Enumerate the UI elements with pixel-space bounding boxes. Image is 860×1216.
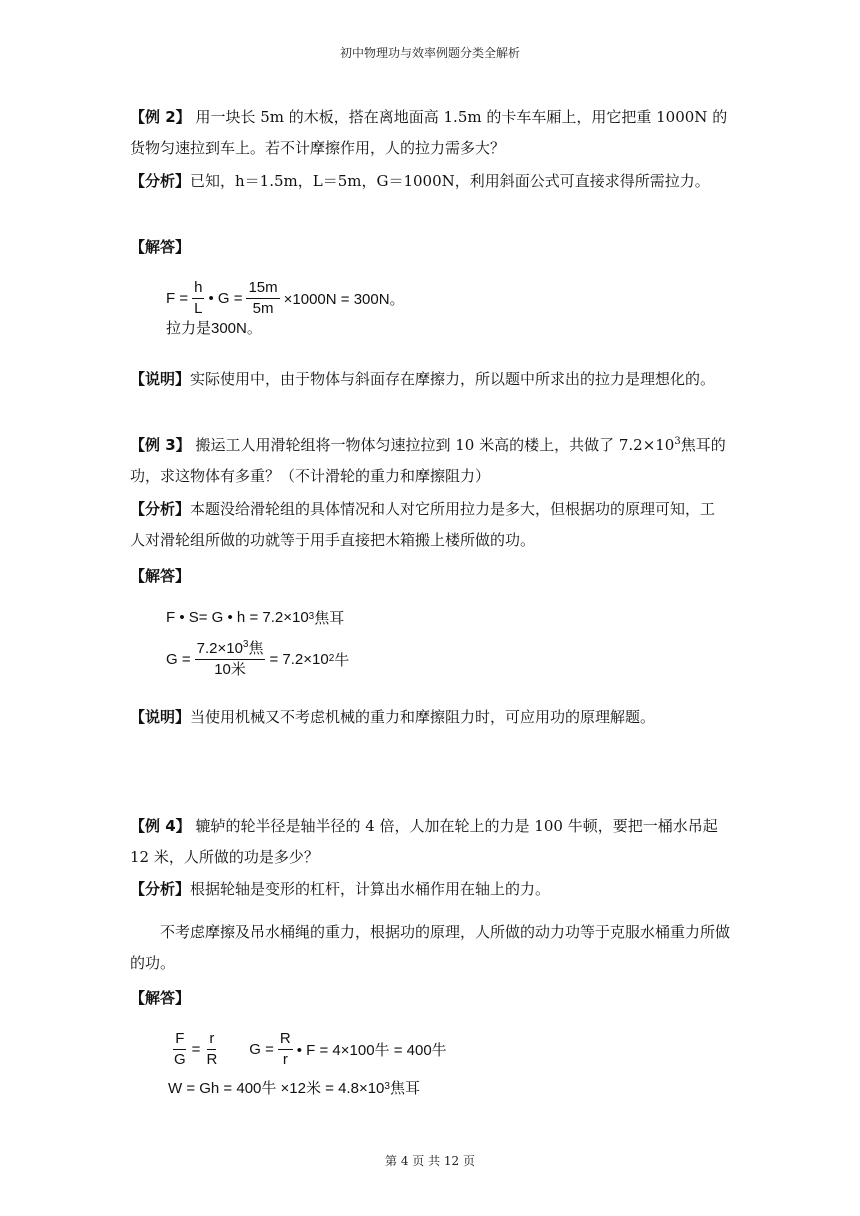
example-2-analysis [130, 166, 730, 197]
note-tag: 【说明】 [130, 370, 191, 388]
example-2-text: 用一块长 5m 的木板，搭在离地面高 1.5m 的卡车车厢上，用它把重 1000N 的货物匀速拉到车上。若不计摩擦作用，人的拉力需多大？ [130, 108, 728, 157]
question-text: 焦耳的功，求这物体有多重？（不计滑轮的重力和摩擦阻力） [130, 436, 726, 485]
formula-text: G = [166, 650, 191, 668]
formula-text: ×1000N = 300N。 [283, 290, 405, 308]
fraction [278, 1031, 293, 1068]
example-3-tag: 【例 3】 [130, 436, 191, 454]
example-3-analysis [130, 494, 730, 556]
note-tag: 【说明】 [130, 708, 191, 726]
numerator: 7.2×10 [196, 639, 243, 657]
numerator: R [278, 1031, 293, 1050]
denominator: 10米 [214, 660, 246, 678]
denominator: L [194, 299, 203, 317]
example-3-note [130, 702, 730, 733]
example-2-question [130, 102, 730, 164]
analysis-text: 本题没给滑轮组的具体情况和人对它所用拉力是多大，但根据功的原理可知，工人对滑轮组所做的功就等于用手直接把木箱搬上楼所做的功。 [130, 500, 716, 549]
example-4-analysis [130, 874, 730, 905]
analysis-text: 根据轮轴是变形的杠杆，计算出水桶作用在轴上的力。 [190, 880, 551, 898]
denominator: 5m [252, 299, 274, 317]
exponent: 3 [242, 638, 249, 650]
formula-text: = 7.2×10 [269, 650, 329, 668]
formula-text: 牛 [334, 651, 350, 669]
note-text: 实际使用中，由于物体与斜面存在摩擦力，所以题中所求出的拉力是理想化的。 [190, 370, 716, 388]
example-3-question [130, 430, 730, 492]
analysis-tag: 【分析】 [130, 880, 191, 898]
answer-tag: 【解答】 [130, 238, 191, 256]
example-4-formula: $\frac{F}{G}$ = $\frac{r}{R}$ G = $\frac{R}{r}$ • F = 4×100牛 = 400牛 W = Gh = 400牛 ×12米 = 4.8×10 3 焦耳 [168, 1029, 447, 1097]
formula-text: G = [249, 1040, 274, 1058]
example-3-formula: F • S= G • h = 7.2×10 3 焦耳 G = $\frac{7.2\times 10^3焦}{\text{10米}}$ = 7.2×10 2 牛 [166, 608, 350, 678]
question-text: 搬运工人用滑轮组将一物体匀速拉拉到 10 米高的楼上，共做了 7.2×10 [190, 436, 675, 454]
numerator: F [173, 1031, 186, 1050]
example-4-tag: 【例 4】 [130, 817, 191, 835]
answer-tag: 【解答】 [130, 567, 191, 585]
example-2-formula [166, 278, 405, 340]
example-2-note [130, 364, 730, 395]
denominator: G [174, 1050, 186, 1068]
numerator: r [207, 1031, 216, 1050]
example-4-text: 辘轳的轮半径是轴半径的 4 倍，人加在轮上的力是 100 牛顿，要把一桶水吊起 12 米，人所做的功是多少？ [130, 817, 718, 866]
formula-result: 拉力是300N。 [166, 320, 262, 337]
numerator: h [192, 280, 204, 299]
formula-text: F = [166, 289, 189, 307]
page-header: 初中物理功与效率例题分类全解析 [339, 46, 520, 60]
denominator: r [282, 1050, 288, 1068]
example-2-tag: 【例 2】 [130, 108, 191, 126]
fraction [204, 1031, 219, 1068]
formula-text: = [191, 1040, 201, 1058]
fraction [172, 1031, 188, 1068]
analysis-text: 已知，h＝1.5m，L＝5m，G＝1000N，利用斜面公式可直接求得所需拉力。 [190, 172, 710, 190]
formula-text: • G = [208, 289, 243, 307]
analysis-tag: 【分析】 [130, 172, 191, 190]
denominator: R [206, 1050, 218, 1068]
page-footer: 第 4 页 共 12 页 [385, 1154, 475, 1168]
numerator: 15m [246, 280, 279, 299]
example-2-answer-heading [130, 232, 730, 263]
note-text: 当使用机械又不考虑机械的重力和摩擦阻力时，可应用功的原理解题。 [190, 708, 656, 726]
analysis-tag: 【分析】 [130, 500, 191, 518]
fraction [246, 280, 279, 317]
example-4-paragraph: 不考虑摩擦及吊水桶绳的重力，根据功的原理，人所做的动力功等于克服水桶重力所做的功。 [130, 923, 731, 972]
exponent: 3 [674, 436, 681, 447]
answer-tag: 【解答】 [130, 989, 191, 1007]
example-4-answer-heading [130, 983, 730, 1014]
formula-text: F • S= G • h = 7.2×10 [166, 608, 309, 626]
example-3-answer-heading [130, 561, 730, 592]
formula-text: W = Gh = 400牛 ×12米 = 4.8×10 [168, 1079, 385, 1097]
fraction [195, 638, 266, 678]
formula-text: • F = 4×100牛 = 400牛 [296, 1041, 447, 1059]
formula-text: 焦耳 [389, 1079, 420, 1097]
example-4-question [130, 811, 730, 873]
formula-text: 焦耳 [314, 609, 345, 627]
fraction [192, 280, 204, 317]
numerator-unit: 焦 [248, 639, 264, 657]
